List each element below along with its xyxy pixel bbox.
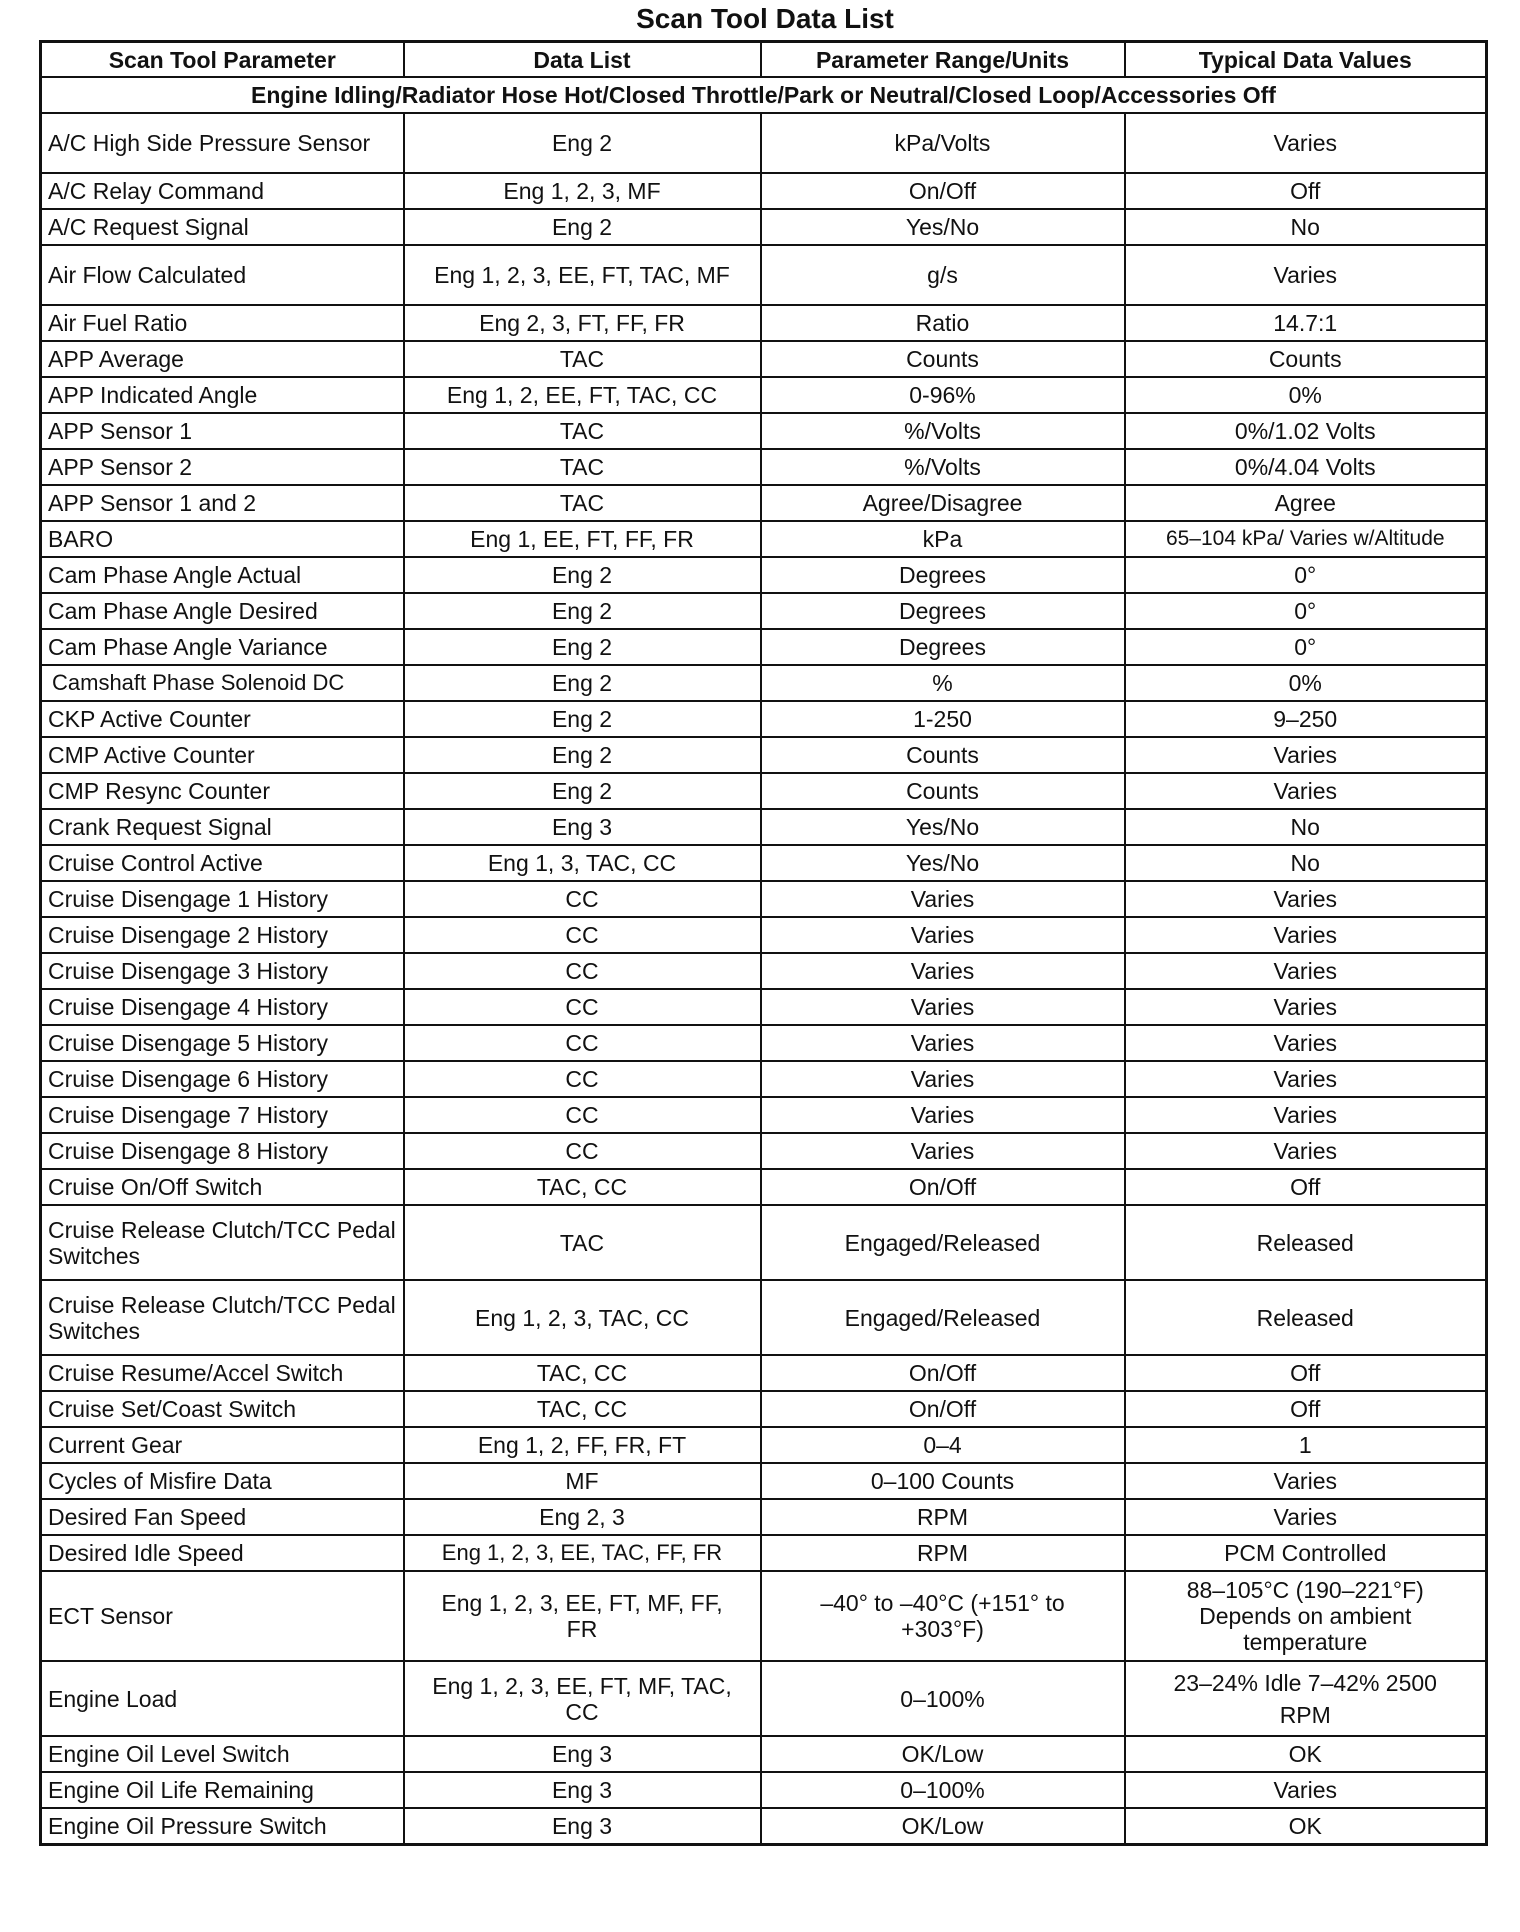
- parameter-cell: APP Sensor 1: [41, 413, 404, 449]
- range-cell: Yes/No: [761, 209, 1125, 245]
- range-cell: 0–100%: [761, 1772, 1125, 1808]
- table-row: [41, 1571, 1487, 1661]
- table-row: [41, 1499, 1487, 1535]
- range-cell: Ratio: [761, 305, 1125, 341]
- typical-value-cell: Varies: [1125, 917, 1487, 953]
- table-row: [41, 1169, 1487, 1205]
- parameter-cell: Cruise Disengage 7 History: [41, 1097, 404, 1133]
- table-row: [41, 1661, 1487, 1736]
- typical-value-cell: Varies: [1125, 245, 1487, 305]
- table-row: [41, 1772, 1487, 1808]
- table-row: [41, 113, 1487, 173]
- parameter-cell: Air Fuel Ratio: [41, 305, 404, 341]
- typical-value-cell: 23–24% Idle 7–42% 2500 RPM: [1125, 1661, 1487, 1736]
- parameter-cell: Cruise Release Clutch/TCC Pedal Switches: [41, 1280, 404, 1355]
- typical-value-cell: Varies: [1125, 113, 1487, 173]
- typical-value-cell: 14.7:1: [1125, 305, 1487, 341]
- typical-value-cell: 0°: [1125, 629, 1487, 665]
- data-list-cell: Eng 3: [404, 809, 761, 845]
- table-row: [41, 485, 1487, 521]
- data-list-cell: MF: [404, 1463, 761, 1499]
- range-cell: 0-96%: [761, 377, 1125, 413]
- parameter-cell: Crank Request Signal: [41, 809, 404, 845]
- data-list-cell: CC: [404, 953, 761, 989]
- typical-value-cell: Varies: [1125, 1097, 1487, 1133]
- range-cell: Engaged/Released: [761, 1280, 1125, 1355]
- table-row: [41, 665, 1487, 701]
- table-row: [41, 773, 1487, 809]
- range-cell: Counts: [761, 773, 1125, 809]
- typical-value-cell: Varies: [1125, 1061, 1487, 1097]
- typical-value-cell: 65–104 kPa/ Varies w/Altitude: [1125, 521, 1487, 557]
- section-header: Engine Idling/Radiator Hose Hot/Closed Throttle/Park or Neutral/Closed Loop/Accessories Off: [41, 77, 1487, 113]
- range-cell: OK/Low: [761, 1808, 1125, 1845]
- parameter-cell: ECT Sensor: [41, 1571, 404, 1661]
- range-cell: Varies: [761, 917, 1125, 953]
- range-cell: Varies: [761, 1097, 1125, 1133]
- column-header: Scan Tool Parameter: [41, 42, 404, 78]
- table-row: [41, 1097, 1487, 1133]
- table-row: [41, 1427, 1487, 1463]
- range-cell: RPM: [761, 1535, 1125, 1571]
- parameter-cell: Engine Oil Level Switch: [41, 1736, 404, 1772]
- data-list-cell: Eng 1, 2, 3, TAC, CC: [404, 1280, 761, 1355]
- typical-value-cell: 0°: [1125, 557, 1487, 593]
- data-list-cell: Eng 2, 3, FT, FF, FR: [404, 305, 761, 341]
- range-cell: Varies: [761, 1133, 1125, 1169]
- parameter-cell: Cruise Set/Coast Switch: [41, 1391, 404, 1427]
- typical-value-cell: OK: [1125, 1736, 1487, 1772]
- range-cell: Yes/No: [761, 809, 1125, 845]
- typical-value-cell: Varies: [1125, 1772, 1487, 1808]
- typical-value-cell: Varies: [1125, 1133, 1487, 1169]
- table-row: [41, 701, 1487, 737]
- data-list-cell: Eng 2: [404, 773, 761, 809]
- parameter-cell: A/C High Side Pressure Sensor: [41, 113, 404, 173]
- data-list-cell: Eng 1, 2, 3, MF: [404, 173, 761, 209]
- typical-value-cell: Varies: [1125, 773, 1487, 809]
- table-row: [41, 1280, 1487, 1355]
- parameter-cell: Cruise Release Clutch/TCC Pedal Switches: [41, 1205, 404, 1280]
- typical-value-cell: No: [1125, 809, 1487, 845]
- parameter-cell: CKP Active Counter: [41, 701, 404, 737]
- data-list-cell: Eng 3: [404, 1772, 761, 1808]
- typical-value-cell: Agree: [1125, 485, 1487, 521]
- parameter-cell: APP Average: [41, 341, 404, 377]
- data-list-cell: Eng 3: [404, 1808, 761, 1845]
- data-list-cell: Eng 1, EE, FT, FF, FR: [404, 521, 761, 557]
- data-list-cell: Eng 1, 2, 3, EE, FT, MF, TAC, CC: [404, 1661, 761, 1736]
- parameter-cell: Cruise Disengage 4 History: [41, 989, 404, 1025]
- range-cell: Varies: [761, 1025, 1125, 1061]
- range-cell: Varies: [761, 1061, 1125, 1097]
- table-row: [41, 1463, 1487, 1499]
- data-list-cell: Eng 2: [404, 665, 761, 701]
- data-list-cell: TAC: [404, 341, 761, 377]
- data-list-cell: TAC: [404, 449, 761, 485]
- data-list-cell: CC: [404, 1061, 761, 1097]
- parameter-cell: Desired Fan Speed: [41, 1499, 404, 1535]
- typical-value-cell: PCM Controlled: [1125, 1535, 1487, 1571]
- typical-value-cell: 0%/4.04 Volts: [1125, 449, 1487, 485]
- range-cell: Agree/Disagree: [761, 485, 1125, 521]
- table-row: [41, 377, 1487, 413]
- data-list-cell: TAC, CC: [404, 1169, 761, 1205]
- data-list-cell: TAC, CC: [404, 1391, 761, 1427]
- range-cell: Counts: [761, 737, 1125, 773]
- parameter-cell: Cam Phase Angle Variance: [41, 629, 404, 665]
- data-list-cell: TAC, CC: [404, 1355, 761, 1391]
- data-list-cell: Eng 1, 3, TAC, CC: [404, 845, 761, 881]
- typical-value-cell: Varies: [1125, 737, 1487, 773]
- parameter-cell: Cruise Disengage 1 History: [41, 881, 404, 917]
- parameter-cell: Cam Phase Angle Desired: [41, 593, 404, 629]
- parameter-cell: Cruise Disengage 5 History: [41, 1025, 404, 1061]
- typical-value-cell: Varies: [1125, 953, 1487, 989]
- parameter-cell: Cruise On/Off Switch: [41, 1169, 404, 1205]
- range-cell: %/Volts: [761, 449, 1125, 485]
- typical-value-cell: 0°: [1125, 593, 1487, 629]
- data-list-cell: CC: [404, 1133, 761, 1169]
- range-cell: Engaged/Released: [761, 1205, 1125, 1280]
- table-row: [41, 1808, 1487, 1845]
- typical-value-cell: Released: [1125, 1205, 1487, 1280]
- data-list-cell: Eng 1, 2, 3, EE, TAC, FF, FR: [404, 1535, 761, 1571]
- typical-value-cell: Off: [1125, 1355, 1487, 1391]
- data-list-cell: Eng 2: [404, 557, 761, 593]
- section-header-row: [41, 77, 1487, 113]
- typical-value-cell: Released: [1125, 1280, 1487, 1355]
- table-row: [41, 449, 1487, 485]
- range-cell: kPa/Volts: [761, 113, 1125, 173]
- parameter-cell: CMP Active Counter: [41, 737, 404, 773]
- document-title: Scan Tool Data List: [636, 3, 894, 34]
- parameter-cell: APP Sensor 2: [41, 449, 404, 485]
- range-cell: Varies: [761, 989, 1125, 1025]
- data-list-cell: Eng 3: [404, 1736, 761, 1772]
- data-list-cell: Eng 2: [404, 737, 761, 773]
- range-cell: Counts: [761, 341, 1125, 377]
- data-list-cell: Eng 1, 2, EE, FT, TAC, CC: [404, 377, 761, 413]
- range-cell: On/Off: [761, 1391, 1125, 1427]
- typical-value-cell: 0%/1.02 Volts: [1125, 413, 1487, 449]
- table-row: [41, 1025, 1487, 1061]
- table-row: [41, 341, 1487, 377]
- range-cell: 1-250: [761, 701, 1125, 737]
- data-list-cell: TAC: [404, 1205, 761, 1280]
- parameter-cell: Air Flow Calculated: [41, 245, 404, 305]
- range-cell: g/s: [761, 245, 1125, 305]
- parameter-cell: Engine Oil Life Remaining: [41, 1772, 404, 1808]
- range-cell: Yes/No: [761, 845, 1125, 881]
- table-row: [41, 917, 1487, 953]
- range-cell: Varies: [761, 881, 1125, 917]
- range-cell: %: [761, 665, 1125, 701]
- range-cell: Degrees: [761, 593, 1125, 629]
- table-row: [41, 245, 1487, 305]
- parameter-cell: Cruise Disengage 8 History: [41, 1133, 404, 1169]
- parameter-cell: Cruise Disengage 6 History: [41, 1061, 404, 1097]
- table-row: [41, 809, 1487, 845]
- table-row: [41, 305, 1487, 341]
- range-cell: 0–100%: [761, 1661, 1125, 1736]
- parameter-cell: CMP Resync Counter: [41, 773, 404, 809]
- parameter-cell: Cruise Control Active: [41, 845, 404, 881]
- parameter-cell: A/C Relay Command: [41, 173, 404, 209]
- table-row: [41, 1205, 1487, 1280]
- parameter-cell: Engine Oil Pressure Switch: [41, 1808, 404, 1845]
- table-row: [41, 1535, 1487, 1571]
- data-list-cell: TAC: [404, 413, 761, 449]
- data-list-cell: TAC: [404, 485, 761, 521]
- typical-value-cell: 0%: [1125, 665, 1487, 701]
- data-list-cell: Eng 2: [404, 701, 761, 737]
- data-list-cell: CC: [404, 881, 761, 917]
- column-header: Data List: [404, 42, 761, 78]
- data-list-cell: CC: [404, 1097, 761, 1133]
- parameter-cell: BARO: [41, 521, 404, 557]
- parameter-cell: Engine Load: [41, 1661, 404, 1736]
- data-list-cell: CC: [404, 989, 761, 1025]
- parameter-cell: APP Indicated Angle: [41, 377, 404, 413]
- parameter-cell: Current Gear: [41, 1427, 404, 1463]
- table-row: [41, 521, 1487, 557]
- range-cell: 0–100 Counts: [761, 1463, 1125, 1499]
- data-list-cell: Eng 1, 2, 3, EE, FT, MF, FF, FR: [404, 1571, 761, 1661]
- table-header-row: [41, 42, 1487, 78]
- table-row: [41, 1133, 1487, 1169]
- table-row: [41, 1391, 1487, 1427]
- parameter-cell: Cycles of Misfire Data: [41, 1463, 404, 1499]
- parameter-cell: Cruise Disengage 3 History: [41, 953, 404, 989]
- range-cell: RPM: [761, 1499, 1125, 1535]
- typical-value-cell: Varies: [1125, 989, 1487, 1025]
- column-header: Parameter Range/Units: [761, 42, 1125, 78]
- parameter-cell: Desired Idle Speed: [41, 1535, 404, 1571]
- parameter-cell: Cruise Resume/Accel Switch: [41, 1355, 404, 1391]
- table-row: [41, 881, 1487, 917]
- table-row: [41, 413, 1487, 449]
- data-list-cell: Eng 1, 2, FF, FR, FT: [404, 1427, 761, 1463]
- table-row: [41, 953, 1487, 989]
- data-list-cell: CC: [404, 917, 761, 953]
- table-row: [41, 1355, 1487, 1391]
- typical-value-cell: Off: [1125, 1169, 1487, 1205]
- data-list-cell: CC: [404, 1025, 761, 1061]
- typical-value-cell: OK: [1125, 1808, 1487, 1845]
- typical-value-cell: 88–105°C (190–221°F) Depends on ambient temperature: [1125, 1571, 1487, 1661]
- table-row: [41, 629, 1487, 665]
- range-cell: Degrees: [761, 629, 1125, 665]
- table-row: [41, 173, 1487, 209]
- range-cell: On/Off: [761, 173, 1125, 209]
- data-list-cell: Eng 2: [404, 209, 761, 245]
- typical-value-cell: No: [1125, 845, 1487, 881]
- scan-tool-data-table: [39, 40, 1488, 1846]
- typical-value-cell: Varies: [1125, 881, 1487, 917]
- table-row: [41, 593, 1487, 629]
- typical-value-cell: 1: [1125, 1427, 1487, 1463]
- typical-value-cell: Off: [1125, 1391, 1487, 1427]
- range-cell: kPa: [761, 521, 1125, 557]
- typical-value-cell: Counts: [1125, 341, 1487, 377]
- parameter-cell: Cam Phase Angle Actual: [41, 557, 404, 593]
- table-row: [41, 989, 1487, 1025]
- data-list-cell: Eng 2: [404, 113, 761, 173]
- data-list-cell: Eng 2: [404, 629, 761, 665]
- typical-value-cell: Varies: [1125, 1463, 1487, 1499]
- typical-value-cell: Varies: [1125, 1025, 1487, 1061]
- typical-value-cell: No: [1125, 209, 1487, 245]
- typical-value-cell: 0%: [1125, 377, 1487, 413]
- range-cell: Degrees: [761, 557, 1125, 593]
- range-cell: OK/Low: [761, 1736, 1125, 1772]
- parameter-cell: A/C Request Signal: [41, 209, 404, 245]
- typical-value-cell: Varies: [1125, 1499, 1487, 1535]
- parameter-cell: Cruise Disengage 2 History: [41, 917, 404, 953]
- typical-value-cell: 9–250: [1125, 701, 1487, 737]
- table-row: [41, 209, 1487, 245]
- parameter-cell: Camshaft Phase Solenoid DC: [41, 665, 404, 701]
- data-list-cell: Eng 2: [404, 593, 761, 629]
- data-list-cell: Eng 1, 2, 3, EE, FT, TAC, MF: [404, 245, 761, 305]
- table-row: [41, 557, 1487, 593]
- range-cell: Varies: [761, 953, 1125, 989]
- table-row: [41, 1736, 1487, 1772]
- range-cell: On/Off: [761, 1169, 1125, 1205]
- range-cell: –40° to –40°C (+151° to +303°F): [761, 1571, 1125, 1661]
- column-header: Typical Data Values: [1125, 42, 1487, 78]
- table-row: [41, 1061, 1487, 1097]
- range-cell: On/Off: [761, 1355, 1125, 1391]
- parameter-cell: APP Sensor 1 and 2: [41, 485, 404, 521]
- table-row: [41, 845, 1487, 881]
- typical-value-cell: Off: [1125, 173, 1487, 209]
- data-list-cell: Eng 2, 3: [404, 1499, 761, 1535]
- range-cell: %/Volts: [761, 413, 1125, 449]
- range-cell: 0–4: [761, 1427, 1125, 1463]
- table-row: [41, 737, 1487, 773]
